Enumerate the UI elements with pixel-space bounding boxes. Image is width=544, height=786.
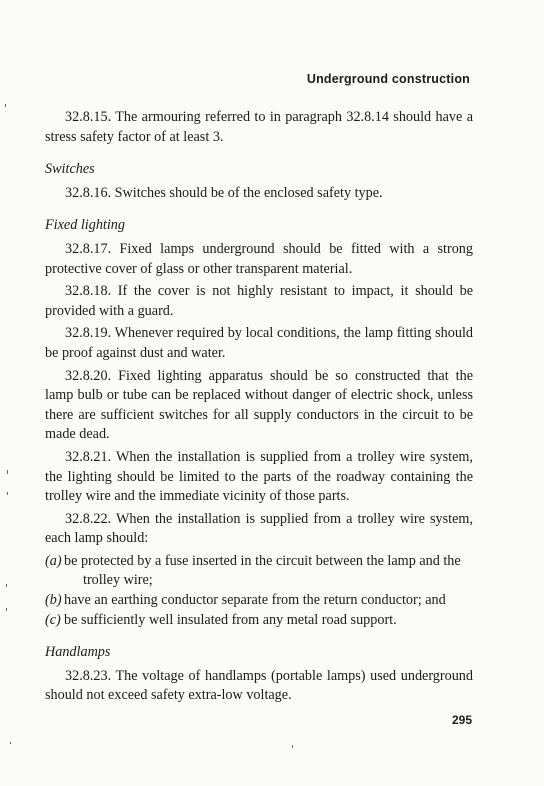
paragraph-32-8-18: 32.8.18. If the cover is not highly resistant to impact, it should be provided with a guard. — [45, 283, 473, 319]
section-heading-fixed-lighting: Fixed lighting — [45, 217, 125, 234]
scan-speck — [6, 584, 7, 587]
running-head: Underground construction — [306, 72, 470, 86]
list-item-label: (a) — [45, 552, 62, 569]
list-item-c — [45, 611, 473, 631]
page-number: 295 — [451, 713, 472, 727]
paragraph-32-8-20: 32.8.20. Fixed lighting apparatus should be so constructed that the lamp bulb or tube can be replaced without danger of electric shock, unless there are sufficient switches for all supply conductors in the circuit to be made dead. — [45, 367, 473, 443]
scan-speck — [7, 470, 8, 474]
scan-speck — [6, 608, 7, 611]
paragraph-32-8-19: 32.8.19. Whenever required by local conditions, the lamp fitting should be proof against dust and water. — [45, 325, 473, 361]
body-text — [45, 108, 473, 709]
scan-speck — [7, 492, 8, 495]
list-item-b — [45, 591, 473, 611]
paragraph-32-8-15: 32.8.15. The armouring referred to in paragraph 32.8.14 should have a stress safety factor of at least 3. — [45, 109, 473, 145]
section-heading-switches: Switches — [45, 161, 95, 178]
list-item-label: (c) — [45, 611, 61, 628]
list-item-label: (b) — [45, 592, 62, 609]
paragraph-32-8-22: 32.8.22. When the installation is supplied from a trolley wire system, each lamp should: — [45, 510, 473, 547]
paragraph-32-8-17: 32.8.17. Fixed lamps underground should be fitted with a strong protective cover of glass or other transparent material. — [45, 240, 473, 277]
list-item-text: be protected by a fuse inserted in the circuit between the lamp and the trolley wire; — [64, 552, 461, 589]
paragraph-32-8-21: 32.8.21. When the installation is supplied from a trolley wire system, the lighting should be limited to the parts of the roadway containing the trolley wire and the immediate vicinity of those parts. — [45, 448, 473, 505]
list-item-text: have an earthing conductor separate from the return conductor; and — [64, 592, 446, 609]
paragraph-32-8-16: 32.8.16. Switches should be of the enclosed safety type. — [65, 184, 383, 201]
paragraph-32-8-23: 32.8.23. The voltage of handlamps (portable lamps) used underground should not exceed safety extra-low voltage. — [45, 667, 473, 704]
scan-speck — [292, 745, 293, 748]
list-item-text: be sufficiently well insulated from any metal road support. — [64, 611, 397, 628]
scan-speck — [5, 104, 6, 107]
list-item-a — [45, 552, 473, 591]
section-heading-handlamps: Handlamps — [45, 644, 111, 661]
scan-speck — [10, 742, 11, 744]
